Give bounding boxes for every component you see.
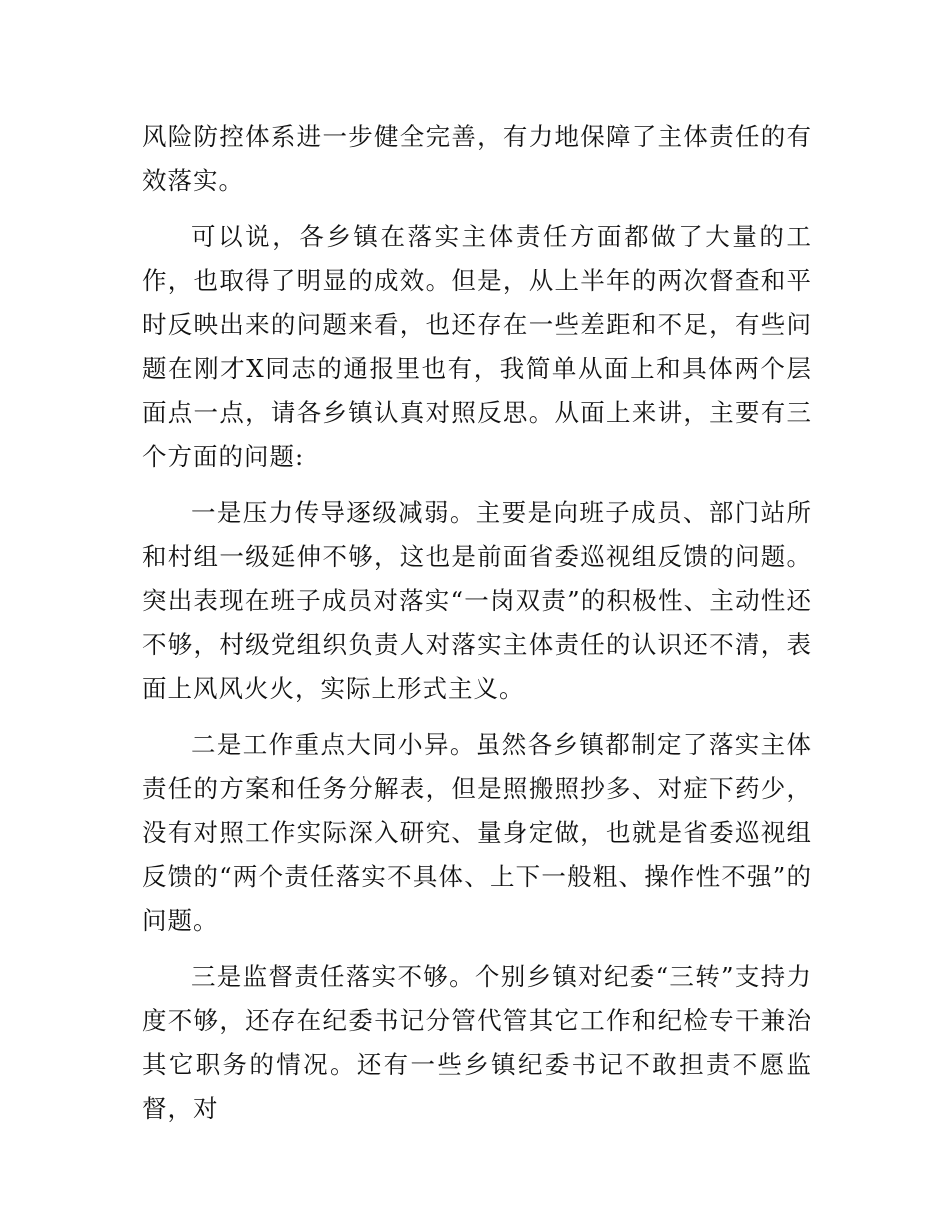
paragraph-issue-one: 一是压力传导逐级减弱。主要是向班子成员、部门站所和村组一级延伸不够，这也是前面省委巡视组反馈的问题。突出表现在班子成员对落实“一岗双责”的积极性、主动性还不够，村级党组织负责人对落实主体责任的认识还不清，表面上风风火火，实际上形式主义。 — [142, 498, 812, 703]
paragraph-overview: 可以说，各乡镇在落实主体责任方面都做了大量的工作，也取得了明显的成效。但是，从上半年的两次督查和平时反映出来的问题来看，也还存在一些差距和不足，有些问题在刚才X同志的通报里也有，我简单从面上和具体两个层面点一点，请各乡镇认真对照反思。从面上来讲，主要有三个方面的问题: — [142, 222, 812, 471]
paragraph-continuation: 风险防控体系进一步健全完善，有力地保障了主体责任的有效落实。 — [142, 122, 812, 195]
document-body — [142, 115, 812, 1143]
paragraph-issue-two: 二是工作重点大同小异。虽然各乡镇都制定了落实主体责任的方案和任务分解表，但是照搬照抄多、对症下药少，没有对照工作实际深入研究、量身定做，也就是省委巡视组反馈的“两个责任落实不具体、上下一般粗、操作性不强”的问题。 — [142, 730, 812, 935]
paragraph-issue-three: 三是监督责任落实不够。个别乡镇对纪委“三转”支持力度不够，还存在纪委书记分管代管其它工作和纪检专干兼治其它职务的情况。还有一些乡镇纪委书记不敢担责不愿监督，对 — [142, 962, 812, 1123]
